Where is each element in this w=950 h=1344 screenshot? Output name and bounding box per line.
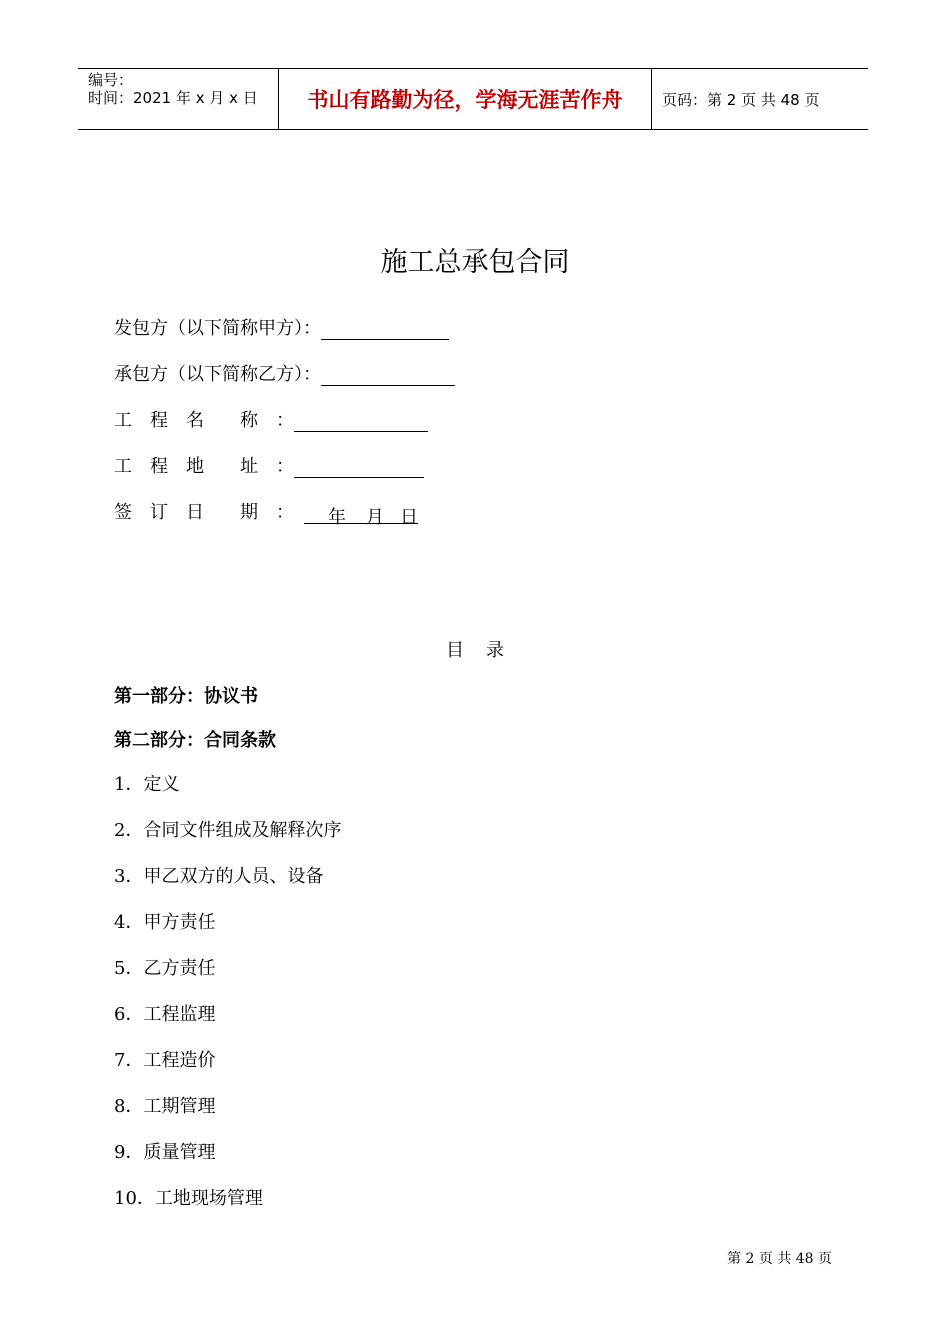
toc-item: 6．工程监理 — [114, 1004, 216, 1025]
toc-item: 9．质量管理 — [114, 1142, 216, 1163]
month-blank — [348, 503, 386, 528]
header-page-info: 页码：第 2 页 共 48 页 — [662, 90, 820, 109]
toc-part-1: 第一部分：协议书 — [114, 686, 258, 707]
header-motto: 书山有路勤为径，学海无涯苦作舟 — [279, 69, 652, 129]
year-label: 年 — [328, 507, 346, 528]
page-footer: 第 2 页 共 48 页 — [727, 1251, 832, 1267]
party-a-blank — [321, 319, 449, 340]
toc-item: 7．工程造价 — [114, 1050, 216, 1071]
party-a-field — [114, 314, 449, 340]
project-name-label: 工 程 名 称 ： — [114, 410, 294, 431]
year-blank — [304, 503, 348, 528]
document-number-label: 编号： — [88, 71, 134, 89]
page-header — [78, 68, 868, 130]
toc-item: 5．乙方责任 — [114, 958, 216, 979]
project-address-field — [114, 452, 424, 478]
project-name-blank — [294, 411, 428, 432]
header-meta — [78, 69, 279, 129]
document-time-label: 时间：2021 年 x 月 x 日 — [88, 89, 258, 107]
toc-item: 8．工期管理 — [114, 1096, 216, 1117]
toc-item: 3．甲乙双方的人员、设备 — [114, 866, 324, 887]
month-label: 月 — [366, 507, 384, 528]
toc-title: 目录 — [446, 640, 526, 661]
project-name-field — [114, 406, 428, 432]
toc-item: 10．工地现场管理 — [114, 1188, 263, 1209]
party-a-label: 发包方（以下简称甲方）： — [114, 318, 321, 339]
party-b-label: 承包方（以下简称乙方）： — [114, 364, 321, 385]
party-b-field — [114, 360, 455, 386]
document-title: 施工总承包合同 — [380, 247, 570, 278]
toc-part-2: 第二部分：合同条款 — [114, 730, 276, 751]
toc-item: 4．甲方责任 — [114, 912, 216, 933]
toc-item: 1．定义 — [114, 774, 180, 795]
project-address-blank — [294, 457, 424, 478]
party-b-blank — [321, 365, 455, 386]
sign-date-field — [114, 498, 418, 528]
project-address-label: 工 程 地 址 ： — [114, 456, 294, 477]
day-blank — [386, 503, 418, 528]
sign-date-label: 签 订 日 期 ： — [114, 502, 294, 523]
toc-item: 2．合同文件组成及解释次序 — [114, 820, 342, 841]
day-label: 日 — [400, 507, 418, 528]
